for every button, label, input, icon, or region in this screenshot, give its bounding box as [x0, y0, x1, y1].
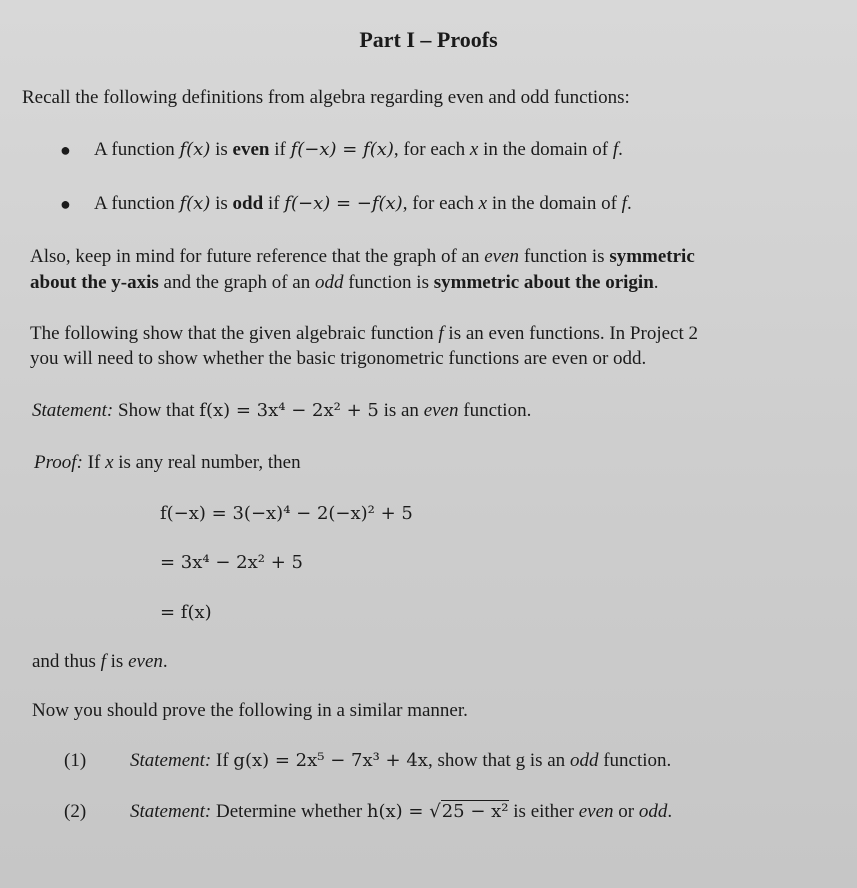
para-text: is an even functions. In Project 2 — [443, 323, 699, 344]
para-math: f — [438, 323, 444, 344]
para-emph: odd — [638, 801, 668, 822]
para-text: function. — [458, 400, 532, 421]
definition-even — [94, 138, 623, 162]
def-text: A function — [94, 193, 180, 214]
problem-math: h(x) = — [366, 801, 430, 822]
para-text: . — [667, 801, 673, 822]
def-text: . — [618, 139, 623, 160]
def-math: f(−x) = −f(x) — [284, 193, 403, 214]
def-math: f(x) — [179, 139, 211, 160]
problem-math: g(x) = 2x⁵ − 7x³ + 4x — [233, 750, 428, 771]
problem-1 — [130, 749, 671, 773]
para-text: , show that g is an — [427, 750, 570, 771]
def-text: if — [263, 193, 285, 214]
proof-label: Proof: — [34, 452, 83, 473]
para-bold: symmetric about the origin — [433, 272, 654, 293]
proof-conclusion — [32, 650, 168, 674]
proof-line — [34, 451, 301, 475]
following-line-1 — [30, 322, 698, 346]
para-emph: even — [484, 246, 520, 267]
para-emph: even — [578, 801, 614, 822]
statement-math: f(x) = 3x⁴ − 2x² + 5 — [199, 400, 379, 421]
also-line-2 — [30, 271, 659, 295]
sqrt-icon: √ — [429, 801, 441, 822]
para-text: If — [82, 452, 106, 473]
para-text: If — [211, 750, 234, 771]
para-text: is — [105, 651, 129, 672]
def-text: , for each — [402, 193, 479, 214]
also-line-1 — [30, 245, 695, 269]
para-emph: odd — [314, 272, 344, 293]
para-text: Show that — [113, 400, 200, 421]
para-text: The following show that the given algebraic function — [30, 323, 439, 344]
def-math: f — [612, 139, 619, 160]
def-text: in the domain of — [487, 193, 622, 214]
def-math: f(−x) = f(x) — [290, 139, 394, 160]
para-text: Also, keep in mind for future reference that the graph of an — [30, 246, 485, 267]
def-text: is — [210, 193, 233, 214]
para-text: . — [162, 651, 168, 672]
def-text: in the domain of — [478, 139, 613, 160]
def-math: x — [469, 139, 479, 160]
def-math: f — [621, 193, 627, 214]
proof-step-2: = 3x⁴ − 2x² + 5 — [160, 552, 303, 573]
definition-odd — [94, 192, 632, 216]
para-text: is an — [378, 400, 424, 421]
statement-label: Statement: — [130, 801, 212, 822]
para-text: or — [613, 801, 639, 822]
para-emph: odd — [569, 750, 599, 771]
def-keyword: odd — [232, 193, 264, 214]
page-title: Part I – Proofs — [359, 27, 498, 52]
def-text: is — [210, 139, 233, 160]
def-text: , for each — [393, 139, 470, 160]
para-text: function is — [519, 246, 610, 267]
para-bold: symmetric — [609, 246, 695, 267]
radicand: 25 − x² — [441, 801, 509, 822]
bullet-icon: ● — [60, 194, 71, 214]
para-text: function is — [343, 272, 434, 293]
def-keyword: even — [232, 139, 270, 160]
def-math: x — [478, 193, 488, 214]
para-text: function. — [598, 750, 672, 771]
para-emph: even — [128, 651, 163, 672]
para-text: Determine whether — [211, 801, 367, 822]
proof-step-1: f(−x) = 3(−x)⁴ − 2(−x)² + 5 — [160, 503, 413, 524]
bullet-icon: ● — [60, 140, 71, 160]
proof-step-3: = f(x) — [160, 602, 212, 623]
following-line-2: you will need to show whether the basic trigonometric functions are even or odd. — [30, 348, 647, 369]
def-text: . — [626, 193, 632, 214]
def-math: f(x) — [179, 193, 211, 214]
para-math: x — [105, 452, 114, 473]
statement-line — [32, 399, 531, 423]
para-emph: even — [423, 400, 459, 421]
problem-2 — [130, 800, 672, 824]
para-text: is any real number, then — [113, 452, 301, 473]
problem-2-number: (2) — [64, 801, 87, 822]
para-text: is either — [508, 801, 579, 822]
para-math: f — [100, 651, 106, 672]
problem-1-number: (1) — [64, 750, 87, 771]
para-bold: about the y-axis — [30, 272, 159, 293]
statement-label: Statement: — [130, 750, 212, 771]
para-text: and the graph of an — [158, 272, 315, 293]
def-text: if — [269, 139, 291, 160]
intro-text: Recall the following definitions from algebra regarding even and odd functions: — [22, 87, 630, 108]
para-text: . — [653, 272, 659, 293]
def-text: A function — [94, 139, 180, 160]
statement-label: Statement: — [32, 400, 114, 421]
para-text: and thus — [32, 651, 101, 672]
now-text: Now you should prove the following in a similar manner. — [32, 700, 468, 721]
